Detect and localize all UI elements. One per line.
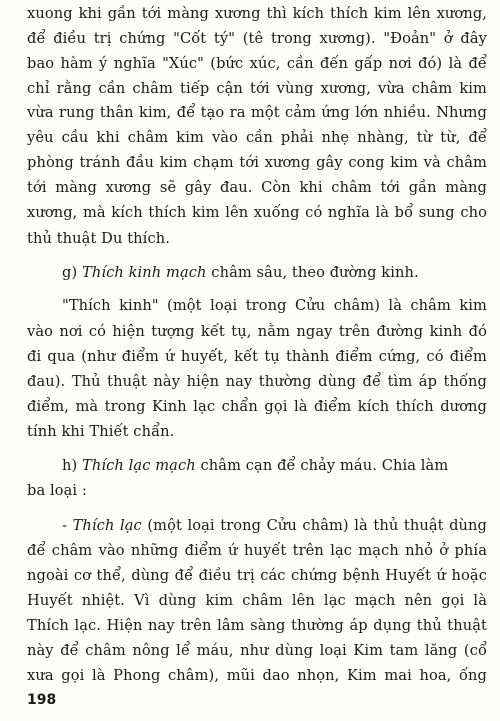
list-term: Thích lạc bbox=[72, 517, 142, 534]
list-dash: - bbox=[62, 517, 73, 534]
text-line: để châm vào những điểm ứ huyết trên lạc mạch nhỏ ở phía bbox=[27, 542, 487, 559]
heading-emphasis: Thích kinh mạch bbox=[81, 264, 207, 281]
text-line: này để châm nông lể máu, như dùng loại Kim tam lăng (cổ bbox=[27, 642, 487, 659]
list-item-first-line bbox=[27, 516, 487, 536]
text-line: Huyết nhiệt. Vì dùng kim châm lên lạc mạch nên gọi là bbox=[27, 592, 487, 609]
text-line: đau). Thủ thuật này hiện nay thường dùng để tìm áp thống bbox=[27, 373, 487, 390]
section-heading-g bbox=[62, 263, 419, 283]
text-line: để điều trị chứng "Cốt tý" (tê trong xương). "Đoản" ở đây bbox=[27, 30, 487, 47]
list-text: (một loại trong Cửu châm) là thủ thuật dùng bbox=[141, 517, 487, 534]
text-line: xuong khi gần tới màng xương thì kích thích kim lên xương, bbox=[27, 5, 487, 22]
text-line: bao hàm ý nghĩa "Xúc" (bức xúc, cần đến gấp nơi đó) là để bbox=[27, 55, 487, 72]
text-line: phòng tránh đầu kim chạm tới xương gây cong kim và châm bbox=[27, 154, 487, 171]
text-line: tính khi Thiết chẩn. bbox=[27, 423, 175, 440]
text-line: thủ thuật Du thích. bbox=[27, 230, 170, 247]
text-line: vào nơi có hiện tượng kết tụ, nằm ngay trên đường kinh đó bbox=[27, 323, 487, 340]
text-line: xưa gọi là Phong châm), mũi dao nhọn, Kim mai hoa, ống bbox=[27, 667, 487, 684]
text-line: ba loại : bbox=[27, 482, 87, 499]
text-line: "Thích kinh" (một loại trong Cửu châm) là châm kim bbox=[62, 297, 487, 314]
page-number: 198 bbox=[27, 692, 57, 708]
heading-prefix: h) bbox=[62, 457, 83, 474]
heading-emphasis: Thích lạc mạch bbox=[82, 457, 196, 474]
text-line: xương, mà kích thích kim lên xuống có nghĩa là bổ sung cho bbox=[27, 204, 487, 221]
text-line: yêu cầu khi châm kim vào cần phải nhẹ nhàng, từ từ, để bbox=[27, 129, 487, 146]
text-line: ngoài cơ thể, dùng để điều trị các chứng bệnh Huyết ứ hoặc bbox=[27, 567, 487, 584]
text-line: chỉ rằng cần châm tiếp cận tới vùng xương, vừa châm kim bbox=[27, 80, 487, 97]
heading-text: châm cạn để chảy máu. Chia làm bbox=[195, 457, 449, 474]
section-heading-h bbox=[62, 456, 448, 476]
text-line: vừa rung thân kim, để tạo ra một cảm ứng lớn nhiều. Nhưng bbox=[27, 104, 487, 121]
text-line: điểm, mà trong Kinh lạc chẩn gọi là điểm kích thích dương bbox=[27, 398, 487, 415]
text-line: Thích lạc. Hiện nay trên lâm sàng thường áp dụng thủ thuật bbox=[27, 617, 487, 634]
heading-text: châm sâu, theo đường kinh. bbox=[206, 264, 419, 281]
text-line: đi qua (như điểm ứ huyết, kết tụ thành điểm cứng, có điểm bbox=[27, 348, 487, 365]
text-line: tới màng xương sẽ gây đau. Còn khi châm tới gần màng bbox=[27, 179, 487, 196]
heading-prefix: g) bbox=[62, 264, 82, 281]
